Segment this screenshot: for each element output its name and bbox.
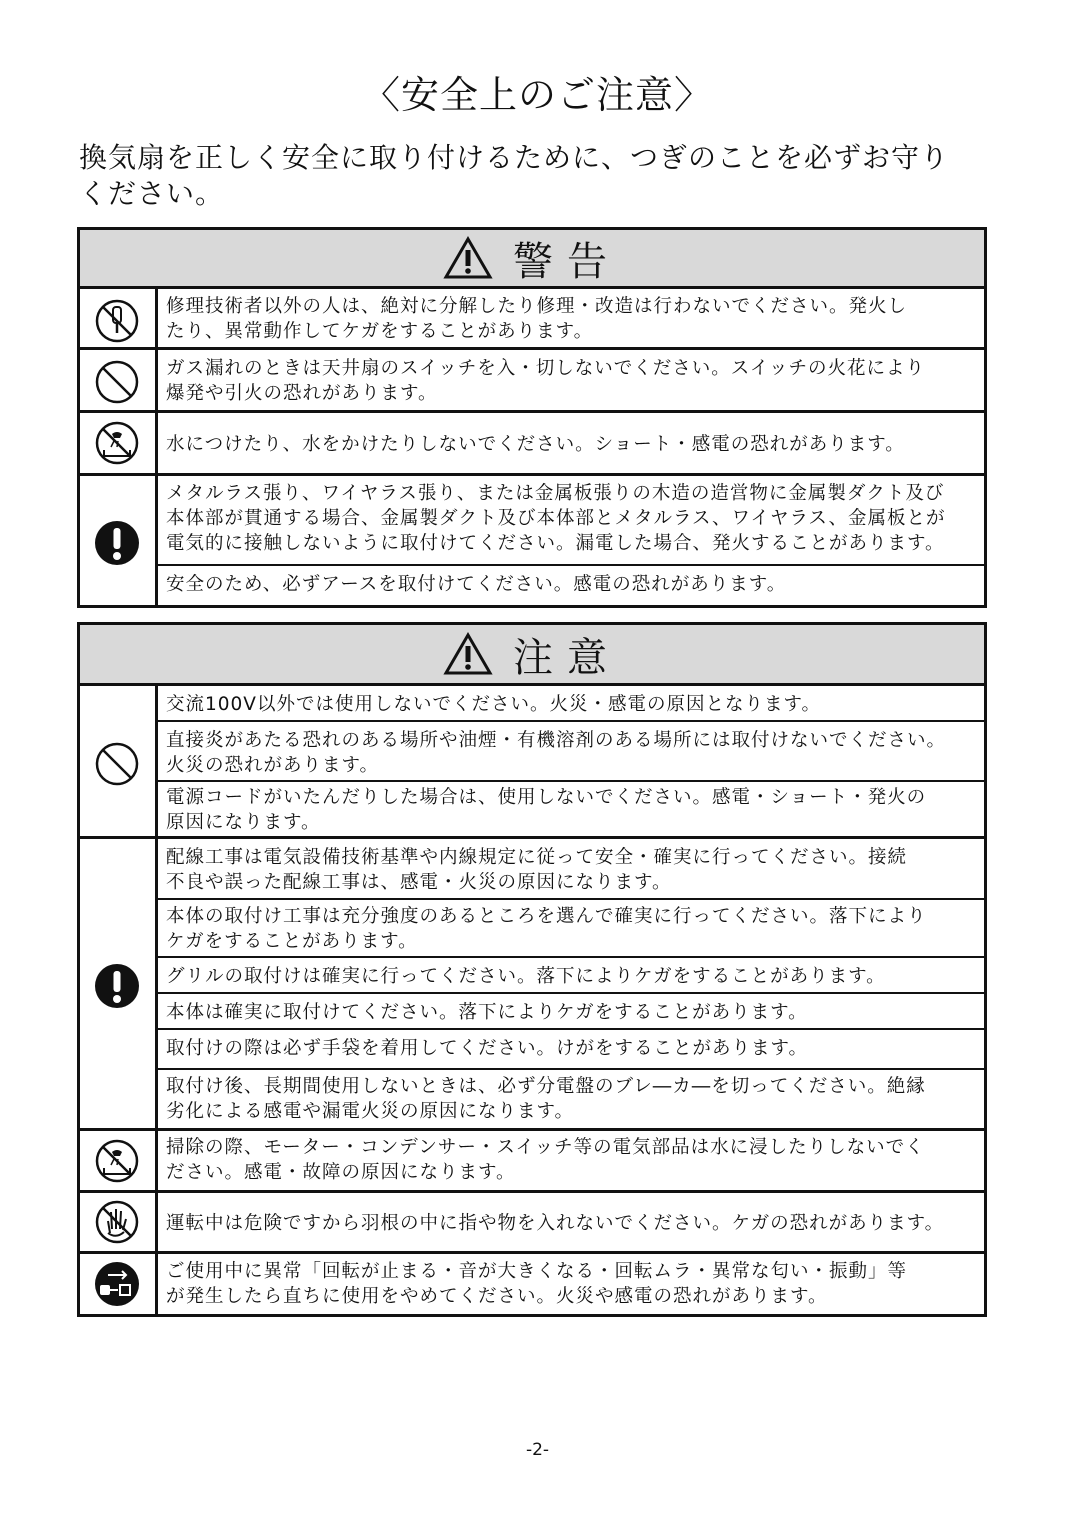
warning-row-1-text: 修理技術者以外の人は、絶対に分解したり修理・改造は行わないでください。発火し たり、異常動作してケガをすることがあります。 (166, 296, 908, 342)
warning-header (80, 230, 984, 289)
intro-line-1: 換気扇を正しく安全に取り付けるために、つぎのことを必ずお守り (79, 141, 950, 174)
caution-prohibited-icon (94, 741, 140, 787)
warning-triangle-icon (443, 236, 493, 280)
mandatory-icon (94, 520, 140, 566)
caution-row-3-text: 電源コードがいたんだりした場合は、使用しないでください。感電・ショート・発火の 原因になります。 (166, 787, 927, 833)
caution-mandatory-icon (94, 963, 140, 1009)
prohibited-icon (94, 359, 140, 405)
caution-row-2-text: 直接炎があたる恐れのある場所や油煙・有機溶剤のある場所には取付けないでください。 火災の恐れがあります。 (166, 730, 947, 776)
caution-row-9-text: 取付け後、長期間使用しないときは、必ず分電盤のブレ―カ―を切ってください。絶縁 劣化による感電や漏電火災の原因になります。 (166, 1076, 926, 1122)
warning-row-5-text: 安全のため、必ずアースを取付けてください。感電の恐れがあります。 (166, 574, 787, 595)
caution-row-10-text: 掃除の際、モーター・コンデンサー・スイッチ等の電気部品は水に浸したりしないでく ださい。感電・故障の原因になります。 (166, 1137, 925, 1183)
caution-box (77, 622, 987, 1317)
caution-header-label: 注意 (513, 634, 621, 681)
warning-row-2-text: ガス漏れのときは天井扇のスイッチを入・切しないでください。スイッチの火花により 爆発や引火の恐れがあります。 (166, 358, 926, 404)
intro-text (79, 140, 999, 212)
unplug-icon (94, 1261, 140, 1307)
no-water-icon (94, 420, 140, 466)
no-disassembly-icon (94, 298, 140, 344)
caution-row-12-text: ご使用中に異常「回転が止まる・音が大きくなる・回転ムラ・異常な匂い・振動」等 が発生したら直ちに使用をやめてください。火災や感電の恐れがあります。 (166, 1261, 908, 1307)
no-touch-hand-icon (94, 1199, 140, 1245)
caution-triangle-icon (443, 632, 493, 676)
warning-box (77, 227, 987, 608)
intro-line-2: ください。 (79, 177, 225, 210)
page-number: -2- (525, 1440, 550, 1460)
caution-row-6-text: グリルの取付けは確実に行ってください。落下によりケガをすることがあります。 (166, 966, 886, 987)
page-title: 〈安全上のご注意〉 (361, 73, 713, 117)
warning-row-3-text: 水につけたり、水をかけたりしないでください。ショート・感電の恐れがあります。 (166, 434, 905, 455)
warning-header-label: 警告 (513, 238, 621, 285)
caution-row-4-text: 配線工事は電気設備技術基準や内線規定に従って安全・確実に行ってください。接続 不良や誤った配線工事は、感電・火災の原因になります。 (166, 847, 908, 893)
caution-row-5-text: 本体の取付け工事は充分強度のあるところを選んで確実に行ってください。落下により ケガをすることがあります。 (166, 906, 927, 952)
caution-row-8-text: 取付けの際は必ず手袋を着用してください。けがをすることがあります。 (166, 1038, 809, 1059)
caution-no-water-icon (94, 1138, 140, 1184)
warning-row-4-text: メタルラス張り、ワイヤラス張り、または金属板張りの木造の造営物に金属製ダクト及び 本体部が貫通する場合、金属製ダクト及び本体部とメタルラス、ワイヤラス、金属板とが 電気的に接触しないように取付けてください。漏電した場合、発火することがあります。 (166, 483, 946, 554)
caution-row-11-text: 運転中は危険ですから羽根の中に指や物を入れないでください。ケガの恐れがあります。 (166, 1213, 945, 1234)
caution-header (80, 625, 984, 686)
caution-row-1-text: 交流100V以外では使用しないでください。火災・感電の原因となります。 (166, 694, 821, 715)
caution-row-7-text: 本体は確実に取付けてください。落下によりケガをすることがあります。 (166, 1002, 808, 1023)
